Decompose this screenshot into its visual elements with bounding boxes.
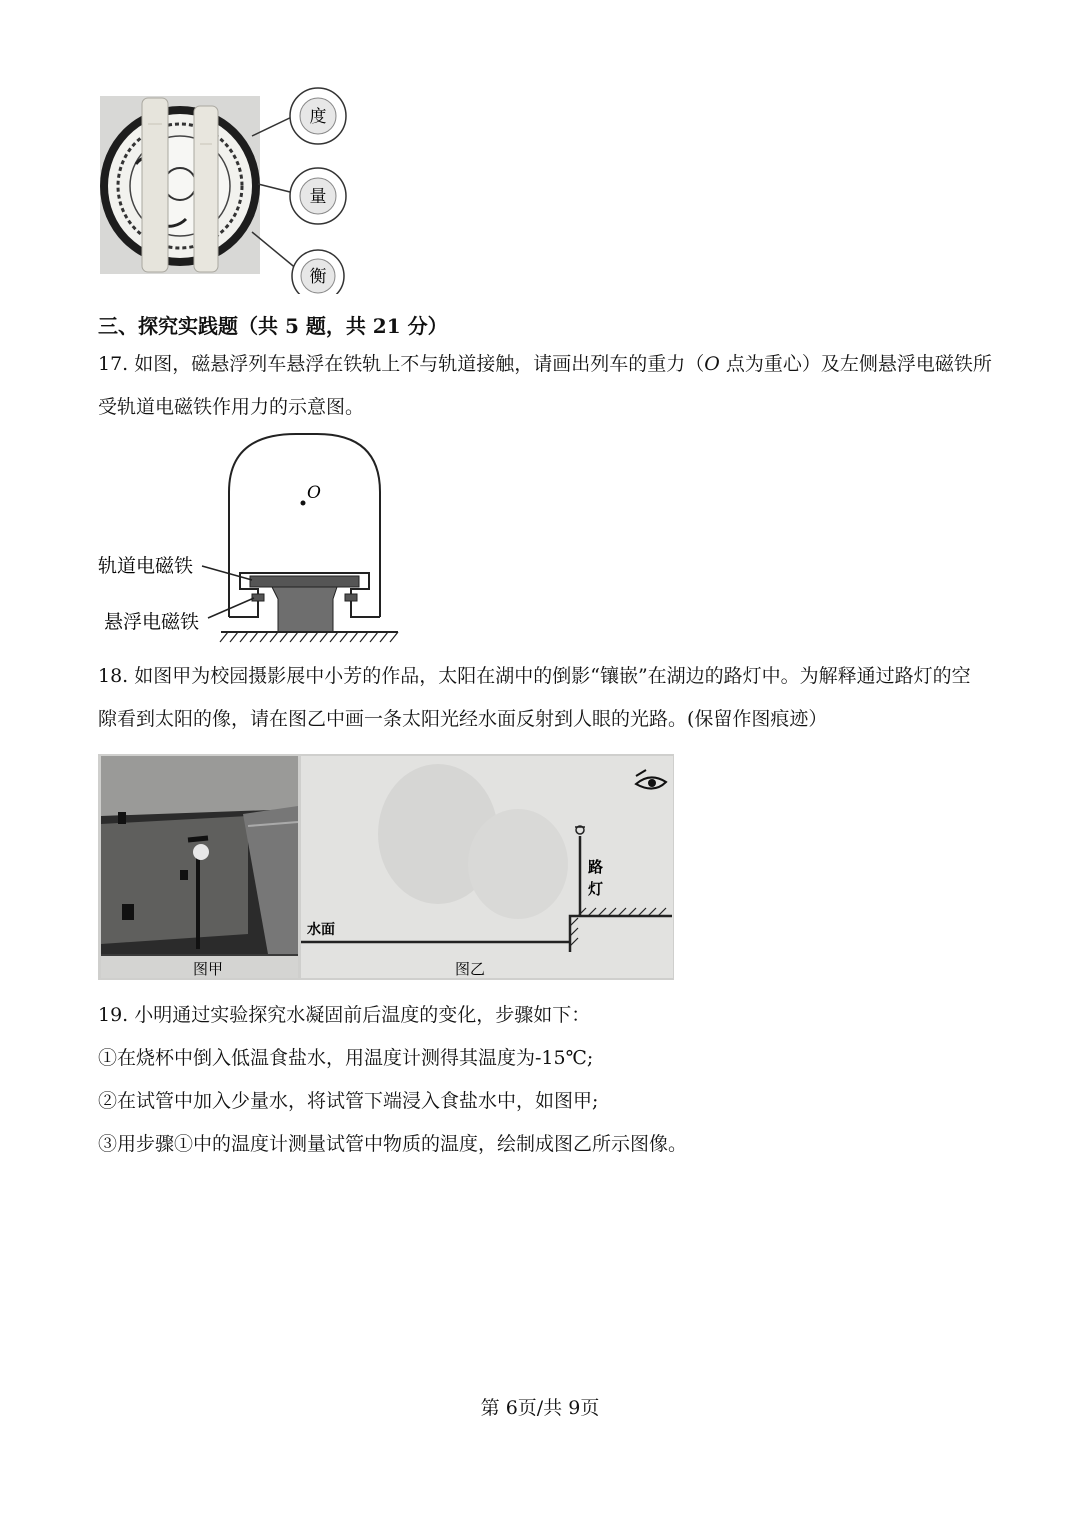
q18-line2: 隙看到太阳的像，请在图乙中画一条太阳光经水面反射到人眼的光路。(保留作图痕迹） xyxy=(98,708,828,730)
q17-o-symbol: O xyxy=(704,353,720,375)
water-label: 水面 xyxy=(307,922,335,938)
q17-line2: 受轨道电磁铁作用力的示意图。 xyxy=(98,396,365,418)
q17-text-b: 点为重心）及左侧悬浮电磁铁所 xyxy=(719,353,992,375)
maglev-figure xyxy=(96,432,406,652)
q18-line1: 18. 如图甲为校园摄影展中小芳的作品，太阳在湖中的倒影“镶嵌”在湖边的路灯中。为解释通过路灯的空 xyxy=(98,665,971,687)
lake-lamp-figure xyxy=(98,754,674,980)
label-track-magnet: 轨道电磁铁 xyxy=(98,555,194,577)
q17-text-a: 17. 如图，磁悬浮列车悬浮在铁轨上不与轨道接触，请画出列车的重力（ xyxy=(98,353,705,375)
caption-jia: 图甲 xyxy=(192,960,224,978)
q19-line1: 19. 小明通过实验探究水凝固前后温度的变化，步骤如下： xyxy=(98,1004,591,1026)
ruler-figure xyxy=(96,84,356,294)
q19-step2: ②在试管中加入少量水，将试管下端浸入食盐水中，如图甲; xyxy=(98,1090,599,1112)
q19-step3: ③用步骤①中的温度计测量试管中物质的温度，绘制成图乙所示图像。 xyxy=(98,1133,688,1155)
lamp-label-2: 灯 xyxy=(588,880,604,898)
callout-liang: 量 xyxy=(309,187,327,207)
page-number: 第 6页/共 9页 xyxy=(480,1397,600,1419)
q19-step1: ①在烧杯中倒入低温食盐水，用温度计测得其温度为-15℃; xyxy=(98,1047,594,1069)
callout-du: 度 xyxy=(309,107,327,127)
q17-line1 xyxy=(98,352,992,376)
label-levitation-magnet: 悬浮电磁铁 xyxy=(104,611,200,633)
lamp-label-1: 路 xyxy=(588,858,604,876)
point-o-label: O xyxy=(307,483,321,503)
callout-heng: 衡 xyxy=(309,267,327,287)
caption-yi: 图乙 xyxy=(454,960,486,978)
section-title: 三、探究实践题（共 5 题，共 21 分） xyxy=(98,314,448,338)
